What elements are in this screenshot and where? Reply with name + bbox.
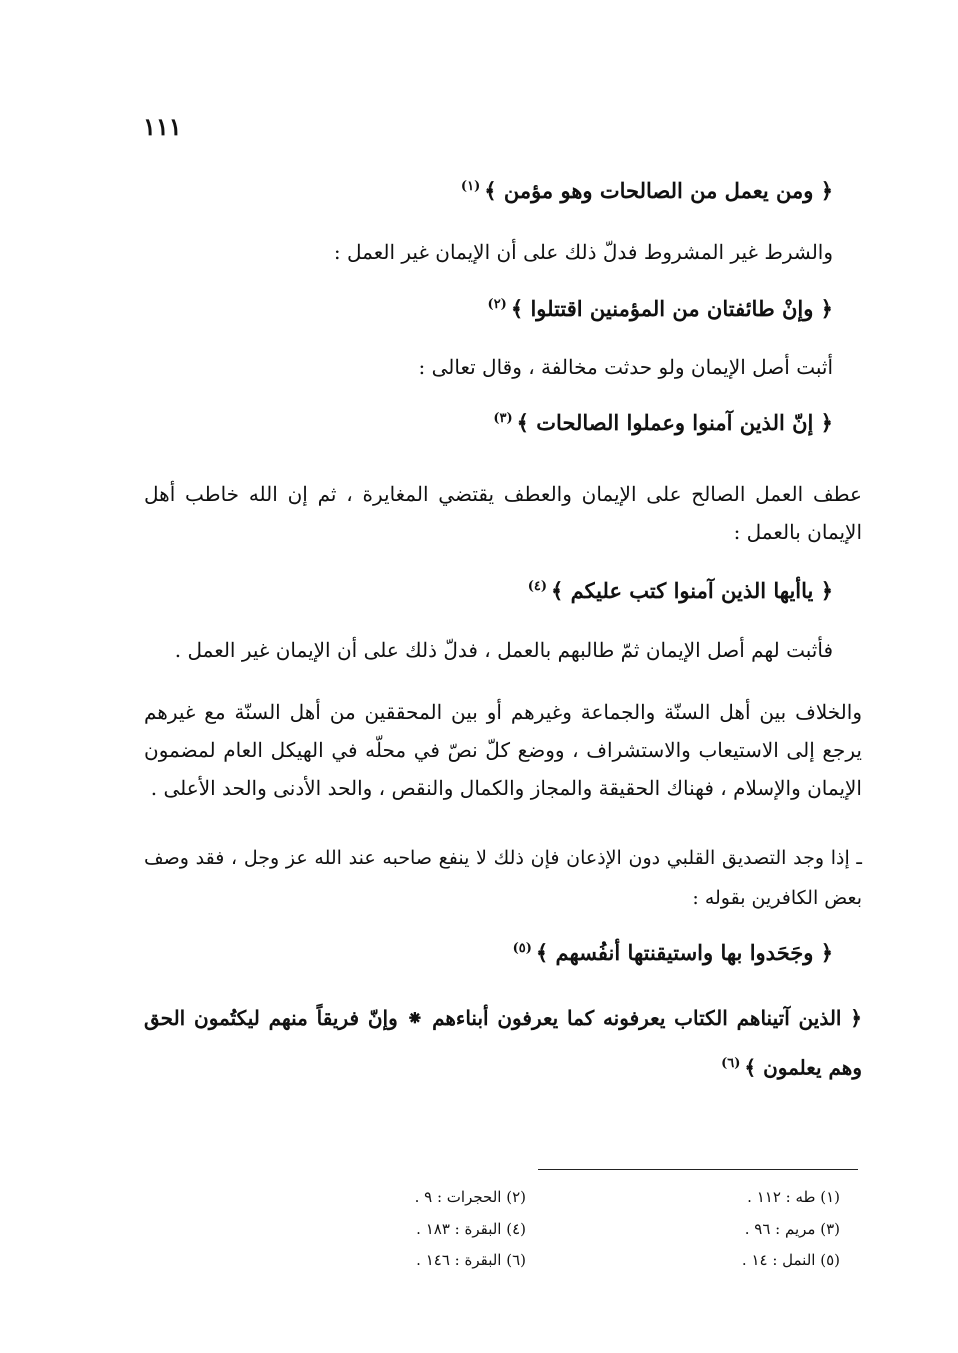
footnote-ref-2: (٢) <box>487 297 507 312</box>
footnote-1: (١) طه : ١١٢ . <box>747 1188 840 1206</box>
body-line-2: والشرط غير المشروط فدلّ ذلك على أن الإيمان غير العمل : <box>333 240 833 264</box>
paragraph-disagreement: والخلاف بين أهل السنّة والجماعة وغيرهم أو بين المحققين من أهل السنّة مع غيرهم يرجع إلى الاستيعاب والاستشراف ، ووضع كلّ نصّ في محلّه في الهيكل العام لمضمون الإيمان والإسلام ، فهناك الحقيقة والمجاز والكمال والنقص ، والحد الأدنى والحد الأعلى . <box>144 700 862 800</box>
footnote-ref-1: (١) <box>460 179 481 194</box>
paragraph-heart-belief: ـ إذا وجد التصديق القلبي دون الإذعان فإن ذلك لا ينفع صاحبه عند الله عز وجل ، فقد وصف بعض الكافرين بقوله : <box>144 847 862 909</box>
paragraph-conjunction: عطف العمل الصالح على الإيمان والعطف يقتضي المغايرة ، ثم إن الله خاطب أهل الإيمان بالعمل : <box>144 482 862 544</box>
verse-text: ﴿ ومن يعمل من الصالحات وهو مؤمن ﴾ <box>484 178 833 203</box>
quran-verse-6 <box>144 995 862 1091</box>
footnote-6: (٦) البقرة : ١٤٦ . <box>416 1251 526 1269</box>
verse-text: ﴿ ياأيها الذين آمنوا كتب عليكم ﴾ <box>550 578 833 603</box>
quran-verse-1 <box>461 178 833 203</box>
verse-text: ﴿ الذين آتيناهم الكتاب يعرفونه كما يعرفون أبناءهم ⁕ وإنّ فريقاً منهم ليكتُمون الحق وهم يعلمون ﴾ <box>144 1006 862 1080</box>
verse-text: ﴿ وجَحَدوا بها واستيقنتها أنفُسهم ﴾ <box>535 940 833 965</box>
footnote-5: (٥) النمل : ١٤ . <box>741 1251 840 1269</box>
footnote-3: (٣) مريم : ٩٦ . <box>744 1220 840 1238</box>
footnote-separator <box>538 1169 858 1170</box>
page-number: ١١١ <box>143 112 182 141</box>
footnote-ref-6: (٦) <box>721 1056 741 1071</box>
quran-verse-2 <box>488 296 833 321</box>
body-line-8: فأثبت لهم أصل الإيمان ثمّ طالبهم بالعمل ، فدلّ ذلك على أن الإيمان غير العمل . <box>174 638 833 662</box>
verse-text: ﴿ وإنْ طائفتان من المؤمنين اقتتلوا ﴾ <box>510 296 833 321</box>
quran-verse-3 <box>493 410 833 435</box>
footnote-ref-3: (٣) <box>493 411 513 426</box>
footnote-2: (٢) الحجرات : ٩ . <box>414 1188 526 1206</box>
footnote-4: (٤) البقرة : ١٨٣ . <box>416 1220 526 1238</box>
footnote-ref-4: (٤) <box>527 579 547 594</box>
verse-text: ﴿ إنّ الذين آمنوا وعملوا الصالحات ﴾ <box>516 410 833 435</box>
body-line-4: أثبت أصل الإيمان ولو حدثت مخالفة ، وقال تعالى : <box>418 355 833 379</box>
quran-verse-4 <box>528 578 833 603</box>
footnote-ref-5: (٥) <box>512 941 532 956</box>
quran-verse-5 <box>513 940 833 965</box>
